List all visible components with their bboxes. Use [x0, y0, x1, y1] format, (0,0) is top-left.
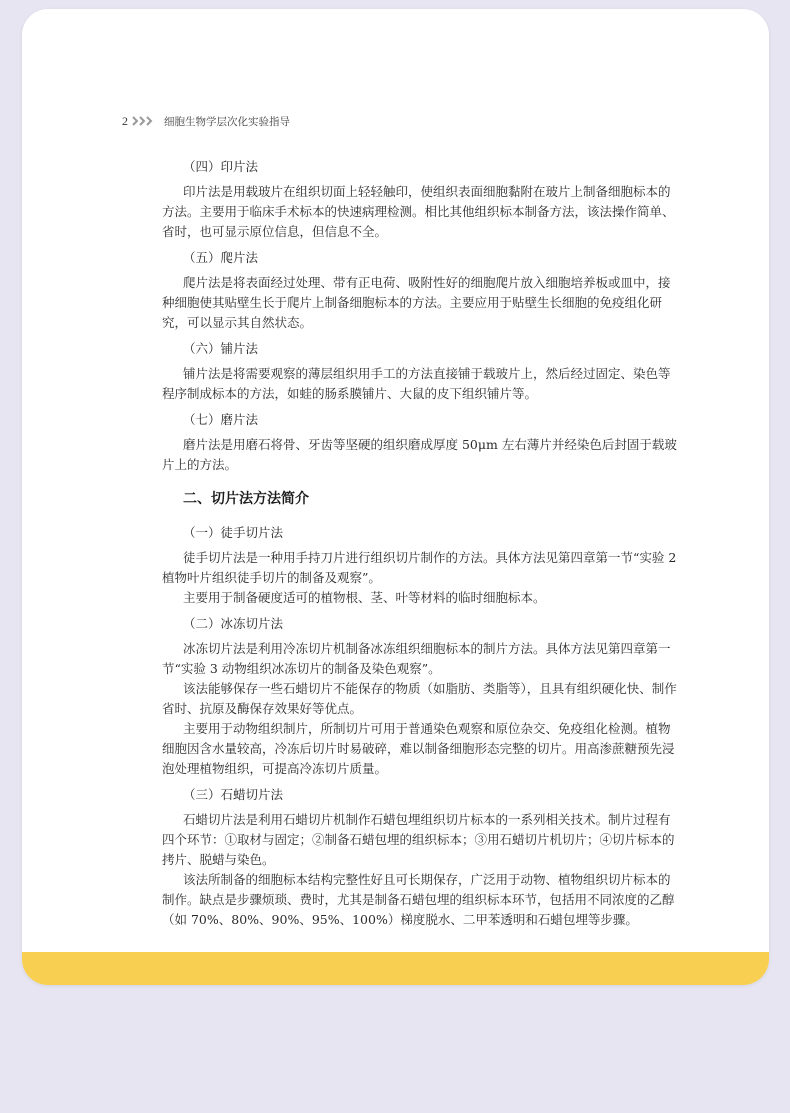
subheading-freehand: （一）徒手切片法 [183, 525, 284, 540]
page-number: 2 [122, 113, 128, 128]
paragraph-crawl: 爬片法是将表面经过处理、带有正电荷、吸附性好的细胞爬片放入细胞培养板或皿中，接种细胞使其贴壁生长于爬片上制备细胞标本的方法。主要应用于贴壁生长细胞的免疫组化研究，可以显示其自然状态。 [162, 275, 671, 330]
triple-chevron-icon [132, 116, 156, 126]
paragraph-freehand-2: 主要用于制备硬度适可的植物根、茎、叶等材料的临时细胞标本。 [183, 590, 546, 605]
subheading-grind: （七）磨片法 [183, 412, 259, 427]
paragraph-frozen-1: 冰冻切片法是利用冷冻切片机制备冰冻组织细胞标本的制片方法。具体方法见第四章第一节“实验 3 动物组织冰冻切片的制备及染色观察”。 [162, 641, 671, 676]
book-title: 细胞生物学层次化实验指导 [164, 115, 290, 128]
paragraph-frozen-3: 主要用于动物组织制片，所制切片可用于普通染色观察和原位杂交、免疫组化检测。植物细胞因含水量较高，冷冻后切片时易破碎，难以制备细胞形态完整的切片。用高渗蔗糖预先浸泡处理植物组织，可提高冷冻切片质量。 [162, 721, 675, 776]
subheading-imprint: （四）印片法 [183, 159, 259, 174]
section-heading: 二、切片法方法简介 [183, 491, 309, 507]
subheading-paraffin: （三）石蜡切片法 [183, 787, 284, 802]
page-body [162, 157, 680, 936]
paragraph-spread: 铺片法是将需要观察的薄层组织用手工的方法直接铺于载玻片上，然后经过固定、染色等程序制成标本的方法，如蛙的肠系膜铺片、大鼠的皮下组织铺片等。 [162, 366, 671, 401]
paragraph-grind: 磨片法是用磨石将骨、牙齿等坚硬的组织磨成厚度 50μm 左右薄片并经染色后封固于载玻片上的方法。 [162, 437, 677, 472]
subheading-crawl: （五）爬片法 [183, 250, 259, 265]
subheading-spread: （六）铺片法 [183, 341, 259, 356]
footer-band [22, 952, 769, 985]
page-card [22, 9, 769, 985]
running-header [122, 113, 290, 129]
paragraph-frozen-2: 该法能够保存一些石蜡切片不能保存的物质（如脂肪、类脂等），且具有组织硬化快、制作省时、抗原及酶保存效果好等优点。 [162, 681, 677, 716]
paragraph-paraffin-2: 该法所制备的细胞标本结构完整性好且可长期保存，广泛用于动物、植物组织切片标本的制作。缺点是步骤烦琐、费时，尤其是制备石蜡包埋的组织标本环节，包括用不同浓度的乙醇（如 70%、80%、90%、95%、100%）梯度脱水、二甲苯透明和石蜡包埋等步骤。 [162, 872, 675, 927]
paragraph-imprint: 印片法是用载玻片在组织切面上轻轻触印，使组织表面细胞黏附在玻片上制备细胞标本的方法。主要用于临床手术标本的快速病理检测。相比其他组织标本制备方法，该法操作简单、省时，也可显示原位信息，但信息不全。 [162, 184, 675, 239]
paragraph-freehand-1: 徒手切片法是一种用手持刀片进行组织切片制作的方法。具体方法见第四章第一节“实验 2 植物叶片组织徒手切片的制备及观察”。 [162, 550, 677, 585]
subheading-frozen: （二）冰冻切片法 [183, 616, 284, 631]
paragraph-paraffin-1: 石蜡切片法是利用石蜡切片机制作石蜡包埋组织切片标本的一系列相关技术。制片过程有四个环节：①取材与固定；②制备石蜡包埋的组织标本；③用石蜡切片机切片；④切片标本的拷片、脱蜡与染色。 [162, 812, 675, 867]
